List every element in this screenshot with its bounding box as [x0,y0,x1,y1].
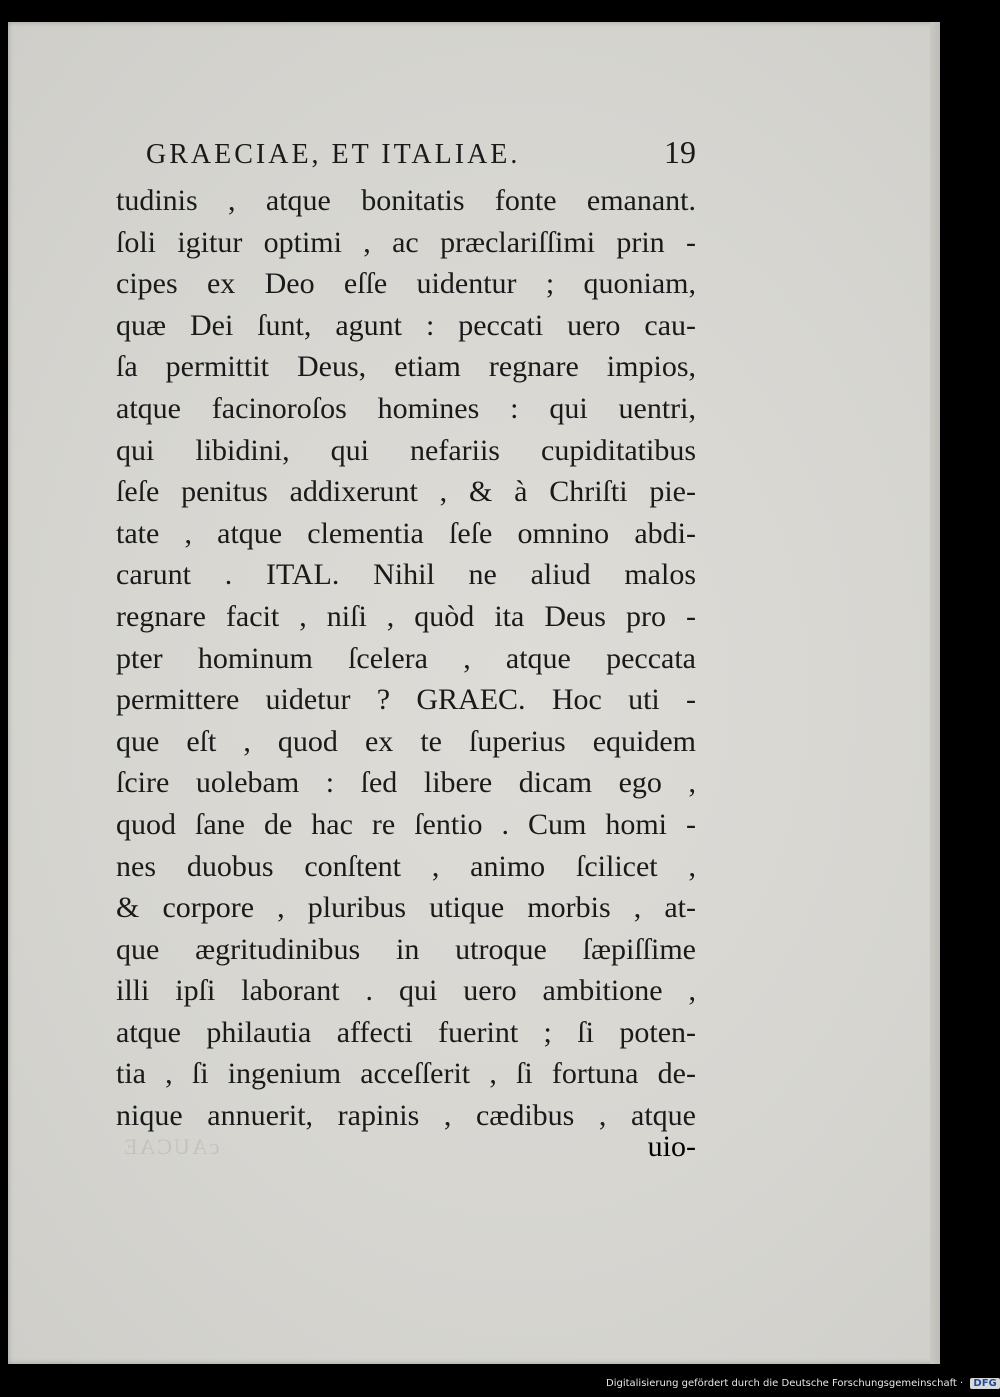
running-head [146,134,696,180]
dfg-logo: DFG [970,1378,999,1389]
text-line: tate , atque clementia ſeſe omnino abdi- [116,516,696,550]
text-line: qui libidini, qui nefariis cupiditatibus [116,433,696,467]
text-line: & corpore , pluribus utique morbis , at- [116,891,696,925]
catchword: uio- [647,1130,696,1163]
text-line: quod ſane de hac re ſentio . Cum homi - [116,807,696,841]
text-line: carunt . ITAL. Nihil ne aliud malos [116,558,696,592]
text-line: regnare facit , niſi , quòd ita Deus pro - [116,599,696,633]
book-page [8,22,940,1364]
running-head-title: GRAECIAE, ET ITALIAE. [146,139,521,170]
text-line: ſa permittit Deus, etiam regnare impios, [116,350,696,384]
text-line: pter hominum ſcelera , atque peccata [116,641,696,675]
text-line: quæ Dei ſunt, agunt : peccati uero cau- [116,308,696,342]
text-line: tia , ſi ingenium acceſſerit , ſi fortuna de- [116,1057,696,1091]
credit-text: Digitalisierung gefördert durch die Deutsche Forschungsgemeinschaft · [606,1378,964,1389]
text-line: illi ipſi laborant . qui uero ambitione , [116,974,696,1008]
text-line: nique annuerit, rapinis , cædibus , atque [116,1099,696,1133]
page-number: 19 [664,134,696,170]
text-line: que eſt , quod ex te ſuperius equidem [116,724,696,758]
catchword-row [116,1130,696,1172]
text-line: cipes ex Deo eſſe uidentur ; quoniam, [116,267,696,301]
digitization-credit [606,1378,1000,1389]
page-edge [930,22,940,1364]
text-line: ſeſe penitus addixerunt , & à Chriſti pie- [116,475,696,509]
body-text [116,180,696,1137]
text-line: ſoli igitur optimi , ac præclariſſimi prin - [116,225,696,259]
text-line: que ægritudinibus in utroque ſæpiſſime [116,932,696,966]
text-line: tudinis , atque bonitatis fonte emanant. [116,184,696,217]
text-line: atque facinoroſos homines : qui uentri, [116,391,696,425]
text-line: ſcire uolebam : ſed libere dicam ego , [116,766,696,800]
text-block [116,134,696,1137]
text-line: atque philautia affecti fuerint ; ſi poten- [116,1015,696,1049]
text-line: nes duobus conſtent , animo ſcilicet , [116,849,696,883]
text-line: permittere uidetur ? GRAEC. Hoc uti - [116,683,696,717]
bleed-through-text: cAUCAE [122,1134,220,1159]
